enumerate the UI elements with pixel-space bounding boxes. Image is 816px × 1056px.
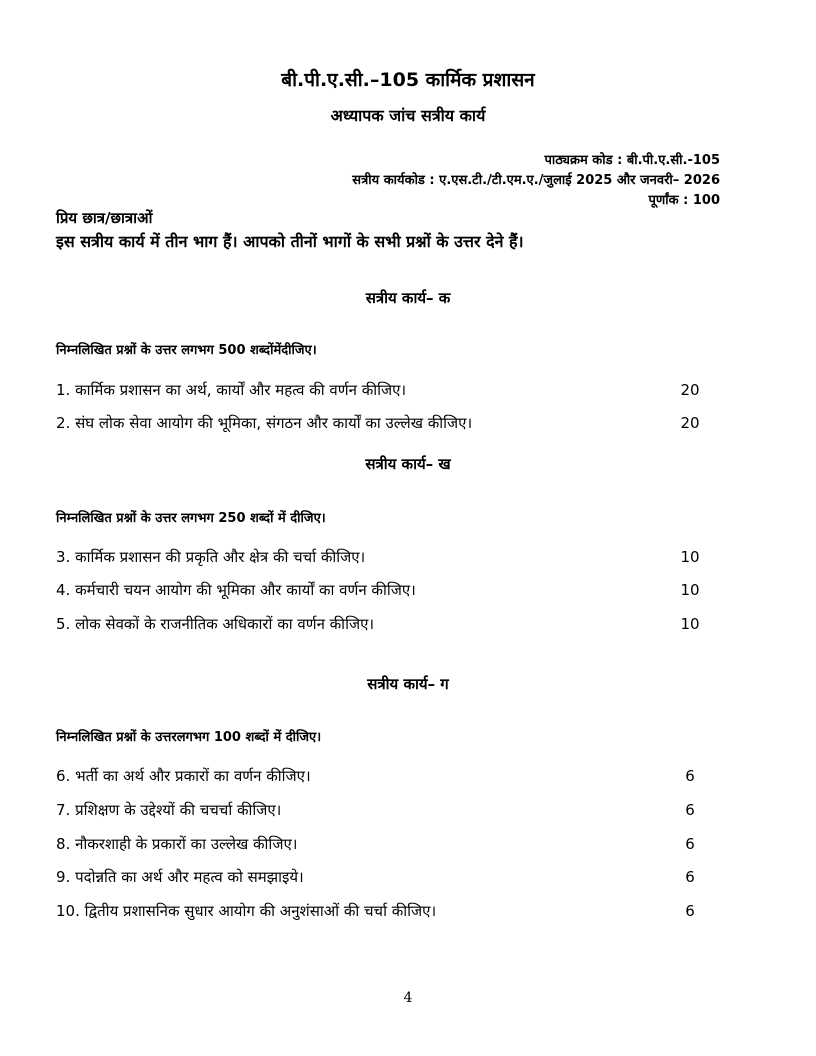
question-text: 10. द्वितीय प्रशासनिक सुधार आयोग की अनुशंसाओं की चर्चा कीजिए। (56, 902, 437, 920)
section-title: सत्रीय कार्य– क (365, 289, 451, 307)
question-text: 2. संघ लोक सेवा आयोग की भूमिका, संगठन और कार्यों का उल्लेख कीजिए। (56, 414, 473, 432)
assignment-code: सत्रीय कार्यकोड : ए.एस.टी./टी.एम.ए./जुलाई 2025 और जनवरी– 2026 (352, 173, 720, 188)
question-text: 6. भर्ती का अर्थ और प्रकारों का वर्णन कीजिए। (56, 767, 311, 785)
question-text: 5. लोक सेवकों के राजनीतिक अधिकारों का वर्णन कीजिए। (56, 615, 375, 633)
document-title: बी.पी.ए.सी.–105 कार्मिक प्रशासन (281, 69, 535, 91)
question-text: 7. प्रशिक्षण के उद्देश्यों की चचर्चा कीजिए। (56, 801, 282, 819)
question-marks: 6 (685, 767, 695, 785)
question-marks: 10 (680, 581, 700, 599)
question-marks: 10 (680, 548, 700, 566)
section-title: सत्रीय कार्य– ख (365, 455, 451, 473)
question-marks: 6 (685, 801, 695, 819)
course-code: पाठ्यक्रम कोड : बी.पी.ए.सी.-105 (544, 153, 720, 168)
greeting: प्रिय छात्र/छात्राओं (56, 209, 153, 227)
question-text: 3. कार्मिक प्रशासन की प्रकृति और क्षेत्र की चर्चा कीजिए। (56, 548, 366, 566)
question-marks: 6 (685, 902, 695, 920)
intro-text: इस सत्रीय कार्य में तीन भाग हैं। आपको तीनों भागों के सभी प्रश्नों के उत्तर देने हैं। (56, 232, 524, 251)
question-text: 4. कर्मचारी चयन आयोग की भूमिका और कार्यों का वर्णन कीजिए। (56, 581, 416, 599)
page-number: 4 (403, 990, 413, 1006)
question-marks: 20 (680, 414, 700, 432)
question-text: 9. पदोन्नति का अर्थ और महत्व को समझाइये। (56, 868, 304, 886)
section-instruction: निम्नलिखित प्रश्नों के उत्तर लगभग 250 शब्दों में दीजिए। (56, 511, 326, 526)
question-text: 1. कार्मिक प्रशासन का अर्थ, कार्यों और महत्व की वर्णन कीजिए। (56, 381, 407, 399)
section-instruction: निम्नलिखित प्रश्नों के उत्तर लगभग 500 शब्दोंमेंदीजिए। (56, 343, 317, 358)
question-marks: 10 (680, 615, 700, 633)
question-marks: 6 (685, 835, 695, 853)
question-text: 8. नौकरशाही के प्रकारों का उल्लेख कीजिए। (56, 835, 298, 853)
question-marks: 6 (685, 868, 695, 886)
max-marks: पूर्णांक : 100 (648, 193, 720, 208)
document-subtitle: अध्यापक जांच सत्रीय कार्य (330, 106, 486, 125)
question-marks: 20 (680, 381, 700, 399)
section-instruction: निम्नलिखित प्रश्नों के उत्तरलगभग 100 शब्दों में दीजिए। (56, 730, 322, 745)
section-title: सत्रीय कार्य– ग (367, 675, 449, 693)
